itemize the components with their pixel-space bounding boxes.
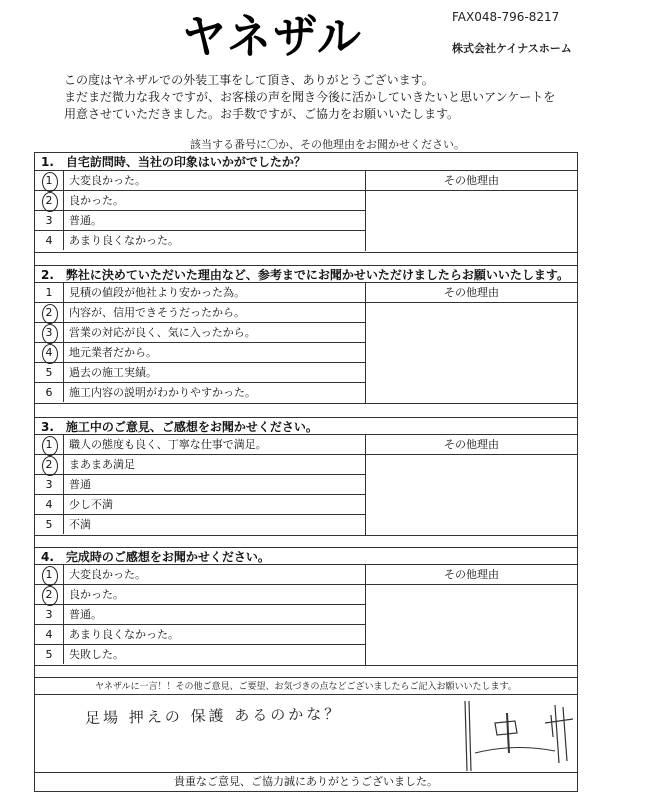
option-number[interactable]: 3 (35, 211, 64, 230)
comment-heading: ヤネザルに一言！！その他ご意見、ご要望、お気づきの点などございましたらご記入お願いいたします。 (35, 677, 577, 695)
pen-sketch (455, 693, 575, 773)
option-text: 大変良かった。 (69, 568, 146, 581)
option-number[interactable]: 5 (35, 363, 64, 382)
option-number[interactable]: 3 (35, 475, 64, 494)
option-text: 不満 (69, 518, 91, 531)
selection-circle (42, 436, 58, 456)
section-heading: 4. 完成時のご感想をお聞かせください。 (35, 547, 577, 565)
option-number[interactable]: 2 (35, 585, 64, 604)
option-number[interactable]: 2 (35, 455, 64, 474)
option-number[interactable]: 4 (35, 625, 64, 644)
other-reason-label: その他理由 (366, 283, 577, 303)
option-text: 大変良かった。 (69, 174, 146, 187)
option-row[interactable] (35, 455, 365, 475)
option-number[interactable]: 5 (35, 515, 64, 534)
other-reason-field[interactable] (366, 435, 577, 535)
selection-circle (42, 324, 58, 344)
section-heading: 2. 弊社に決めていただいた理由など、参考までにお聞かせいただけましたらお願いいたします。 (35, 265, 577, 283)
option-row[interactable] (35, 343, 365, 363)
option-text: 普通 (69, 478, 91, 491)
intro-line: 用意させていただきました。お手数ですが、ご協力をお願いいたします。 (64, 107, 460, 121)
option-text: 良かった。 (69, 194, 124, 207)
section-heading: 3. 施工中のご意見、ご感想をお聞かせください。 (35, 417, 577, 435)
selection-circle (42, 192, 58, 212)
option-list (35, 171, 366, 251)
option-row[interactable] (35, 211, 365, 231)
logo: ヤネザル (182, 10, 363, 65)
option-number[interactable]: 3 (35, 605, 64, 624)
other-reason-field[interactable] (366, 565, 577, 665)
intro-text (64, 72, 584, 123)
other-reason-field[interactable] (366, 171, 577, 251)
selection-circle (42, 172, 58, 192)
option-text: 地元業者だから。 (69, 346, 157, 359)
option-row[interactable] (35, 363, 365, 383)
selection-circle (42, 456, 58, 476)
option-text: 内容が、信用できそうだったから。 (69, 306, 245, 319)
section-heading: 1. 自宅訪問時、当社の印象はいかがでしたか？ (35, 153, 577, 171)
option-row[interactable] (35, 303, 365, 323)
divider (35, 535, 577, 536)
option-text: 施工内容の説明がわかりやすかった。 (69, 386, 256, 399)
section-1 (35, 153, 577, 253)
option-row[interactable] (35, 585, 365, 605)
section-3 (35, 417, 577, 537)
option-text: 普通。 (69, 608, 102, 621)
option-number[interactable]: 1 (35, 283, 64, 302)
instruction: 該当する番号に〇か、その他理由をお聞かせください。 (190, 138, 465, 151)
other-reason-label: その他理由 (366, 171, 577, 191)
option-text: 普通。 (69, 214, 102, 227)
selection-circle (42, 344, 58, 364)
option-row[interactable] (35, 645, 365, 665)
option-row[interactable] (35, 171, 365, 191)
option-number[interactable]: 1 (35, 565, 64, 584)
option-text: まあまあ満足 (69, 458, 135, 471)
option-list (35, 565, 366, 665)
option-row[interactable] (35, 605, 365, 625)
handwritten-comment[interactable]: 足場 押えの 保護 あるのかな？ (84, 704, 343, 728)
selection-circle (42, 566, 58, 586)
option-row[interactable] (35, 435, 365, 455)
option-list (35, 435, 366, 535)
option-row[interactable] (35, 625, 365, 645)
option-number[interactable]: 4 (35, 343, 64, 362)
intro-line: まだまだ微力な我々ですが、お客様の声を聞き今後に活かしていきたいと思いアンケートを (64, 90, 556, 104)
option-number[interactable]: 1 (35, 435, 64, 454)
option-text: 過去の施工実績。 (69, 366, 157, 379)
option-text: あまり良くなかった。 (69, 628, 179, 641)
option-text: 良かった。 (69, 588, 124, 601)
option-number[interactable]: 3 (35, 323, 64, 342)
divider (35, 252, 577, 253)
divider (35, 665, 577, 666)
fax-number: FAX048-796-8217 (452, 10, 560, 24)
option-row[interactable] (35, 323, 365, 343)
option-number[interactable]: 4 (35, 231, 64, 250)
selection-circle (42, 304, 58, 324)
option-text: 職人の態度も良く、丁寧な仕事で満足。 (69, 438, 267, 451)
footer-thanks: 貴重なご意見、ご協力誠にありがとうございました。 (35, 772, 577, 791)
option-row[interactable] (35, 383, 365, 403)
survey-form (34, 152, 578, 792)
other-reason-label: その他理由 (366, 435, 577, 455)
selection-circle (42, 586, 58, 606)
option-text: 少し不満 (69, 498, 113, 511)
option-text: あまり良くなかった。 (69, 234, 179, 247)
company-name: 株式会社ケイナスホーム (452, 42, 572, 55)
option-row[interactable] (35, 495, 365, 515)
option-number[interactable]: 2 (35, 303, 64, 322)
option-number[interactable]: 4 (35, 495, 64, 514)
option-row[interactable] (35, 565, 365, 585)
option-number[interactable]: 2 (35, 191, 64, 210)
option-row[interactable] (35, 231, 365, 251)
option-text: 営業の対応が良く、気に入ったから。 (69, 326, 256, 339)
option-row[interactable] (35, 191, 365, 211)
other-reason-label: その他理由 (366, 565, 577, 585)
section-2 (35, 265, 577, 405)
option-list (35, 283, 366, 403)
option-text: 見積の値段が他社より安かった為。 (69, 286, 245, 299)
option-number[interactable]: 5 (35, 645, 64, 664)
option-number[interactable]: 1 (35, 171, 64, 190)
other-reason-field[interactable] (366, 283, 577, 403)
divider (35, 403, 577, 404)
option-number[interactable]: 6 (35, 383, 64, 402)
section-4 (35, 547, 577, 667)
option-row[interactable] (35, 475, 365, 495)
intro-line: この度はヤネザルでの外装工事をして頂き、ありがとうございます。 (64, 73, 434, 87)
option-text: 失敗した。 (69, 648, 124, 661)
option-row[interactable] (35, 515, 365, 535)
option-row[interactable] (35, 283, 365, 303)
